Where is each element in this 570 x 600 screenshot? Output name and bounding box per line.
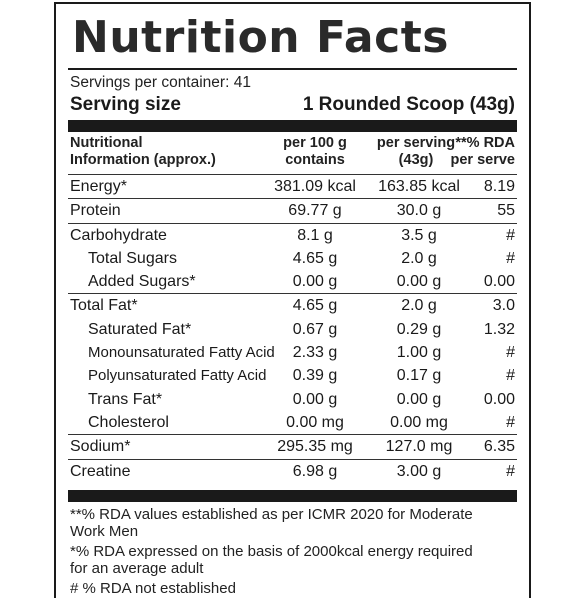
table-row xyxy=(68,341,517,364)
footnote-rda-2000kcal xyxy=(70,543,520,577)
per100-value: 0.00 g xyxy=(292,273,338,291)
serving-size-label: Serving size xyxy=(70,94,181,115)
table-row xyxy=(68,318,517,341)
title-divider xyxy=(68,68,517,70)
per-serving-value: 30.0 g xyxy=(396,202,442,220)
footnote-rda-icmr xyxy=(70,506,520,540)
footnote-line: *% RDA expressed on the basis of 2000kcal energy required xyxy=(70,543,473,560)
nutrient-name: Total Sugars xyxy=(88,249,177,267)
column-header-per100-line1: per 100 g xyxy=(283,135,347,151)
rda-value: 55 xyxy=(497,202,515,220)
footnote-line: **% RDA values established as per ICMR 2020 for Moderate xyxy=(70,506,473,523)
rda-value: # xyxy=(506,226,515,244)
rda-value: # xyxy=(506,462,515,480)
rda-value: 0.00 xyxy=(483,390,515,408)
table-row xyxy=(68,434,517,458)
rda-value: 8.19 xyxy=(483,178,515,195)
column-header-nutrient-line1: Nutritional xyxy=(70,135,143,151)
nutrient-name: Sodium* xyxy=(70,438,131,456)
nutrient-name: Cholesterol xyxy=(88,413,169,431)
per100-value: 295.35 mg xyxy=(277,438,353,456)
per-serving-value: 2.0 g xyxy=(401,249,437,267)
table-row xyxy=(68,459,517,483)
nutrient-name: Saturated Fat* xyxy=(88,320,192,338)
column-header-nutrient xyxy=(70,135,216,169)
per100-value: 69.77 g xyxy=(288,202,342,220)
per100-value: 0.00 mg xyxy=(286,413,344,431)
per-serving-value: 0.00 g xyxy=(396,273,442,291)
rda-value: 1.32 xyxy=(483,320,515,338)
nutrient-name: Trans Fat* xyxy=(88,390,163,408)
nutrient-name: Creatine xyxy=(70,462,131,480)
per100-value: 0.39 g xyxy=(292,367,338,385)
per-serving-value: 163.85 kcal xyxy=(378,178,460,195)
per100-value: 4.65 g xyxy=(292,297,338,315)
column-header-per-serving-line2: (43g) xyxy=(398,152,434,168)
per100-value: 4.65 g xyxy=(292,249,338,267)
rda-value: 0.00 xyxy=(483,273,515,291)
table-row xyxy=(68,364,517,387)
nutrient-name: Energy* xyxy=(70,178,127,195)
nutrient-name: Monounsaturated Fatty Acid xyxy=(88,344,275,362)
nutrition-facts-panel xyxy=(54,2,531,598)
column-header-rda-line1: **% RDA xyxy=(455,135,515,151)
table-row xyxy=(68,270,517,293)
serving-size-value: 1 Rounded Scoop (43g) xyxy=(302,94,515,115)
table-row xyxy=(68,174,517,198)
table-row xyxy=(68,388,517,411)
table-row xyxy=(68,411,517,434)
panel-title: Nutrition Facts xyxy=(72,12,449,63)
per-serving-value: 3.5 g xyxy=(401,226,437,244)
per100-value: 6.98 g xyxy=(292,462,338,480)
table-row xyxy=(68,293,517,317)
rda-value: 3.0 xyxy=(492,297,515,315)
column-header-rda-line2: per serve xyxy=(450,152,515,168)
column-header-rda xyxy=(451,135,516,169)
nutrient-table xyxy=(68,174,517,483)
per-serving-value: 0.00 mg xyxy=(390,413,448,431)
per100-value: 2.33 g xyxy=(292,344,338,362)
per100-value: 0.67 g xyxy=(292,320,338,338)
per-serving-value: 2.0 g xyxy=(401,297,437,315)
servings-per-container: Servings per container: 41 xyxy=(70,74,251,91)
per-serving-value: 0.17 g xyxy=(396,367,442,385)
footnote-rda-not-established xyxy=(70,580,520,597)
rda-value: # xyxy=(506,249,515,267)
nutrient-name: Carbohydrate xyxy=(70,226,167,244)
header-thick-divider xyxy=(68,120,517,132)
per-serving-value: 127.0 mg xyxy=(385,438,453,456)
per-serving-value: 1.00 g xyxy=(396,344,442,362)
column-header-nutrient-line2: Information (approx.) xyxy=(70,152,216,168)
per-serving-value: 0.00 g xyxy=(396,390,442,408)
footnote-line: for an average adult xyxy=(70,560,204,577)
nutrient-name: Protein xyxy=(70,202,121,220)
nutrient-name: Added Sugars* xyxy=(88,273,196,291)
footnote-line: Work Men xyxy=(70,523,139,540)
per100-value: 8.1 g xyxy=(297,226,333,244)
footnote-line: # % RDA not established xyxy=(70,580,236,597)
per-serving-value: 0.29 g xyxy=(396,320,442,338)
table-row xyxy=(68,223,517,247)
footer-thick-divider xyxy=(68,490,517,502)
table-row xyxy=(68,198,517,222)
rda-value: # xyxy=(506,413,515,431)
rda-value: # xyxy=(506,344,515,362)
column-header-per-serving-line1: per serving xyxy=(376,135,456,151)
column-header-per100 xyxy=(260,135,370,169)
per100-value: 0.00 g xyxy=(292,390,338,408)
table-row xyxy=(68,247,517,270)
per-serving-value: 3.00 g xyxy=(396,462,442,480)
per100-value: 381.09 kcal xyxy=(274,178,356,195)
rda-value: 6.35 xyxy=(483,438,515,456)
nutrient-name: Total Fat* xyxy=(70,297,138,315)
nutrient-name: Polyunsaturated Fatty Acid xyxy=(88,367,267,385)
rda-value: # xyxy=(506,367,515,385)
column-header-per100-line2: contains xyxy=(285,152,345,168)
